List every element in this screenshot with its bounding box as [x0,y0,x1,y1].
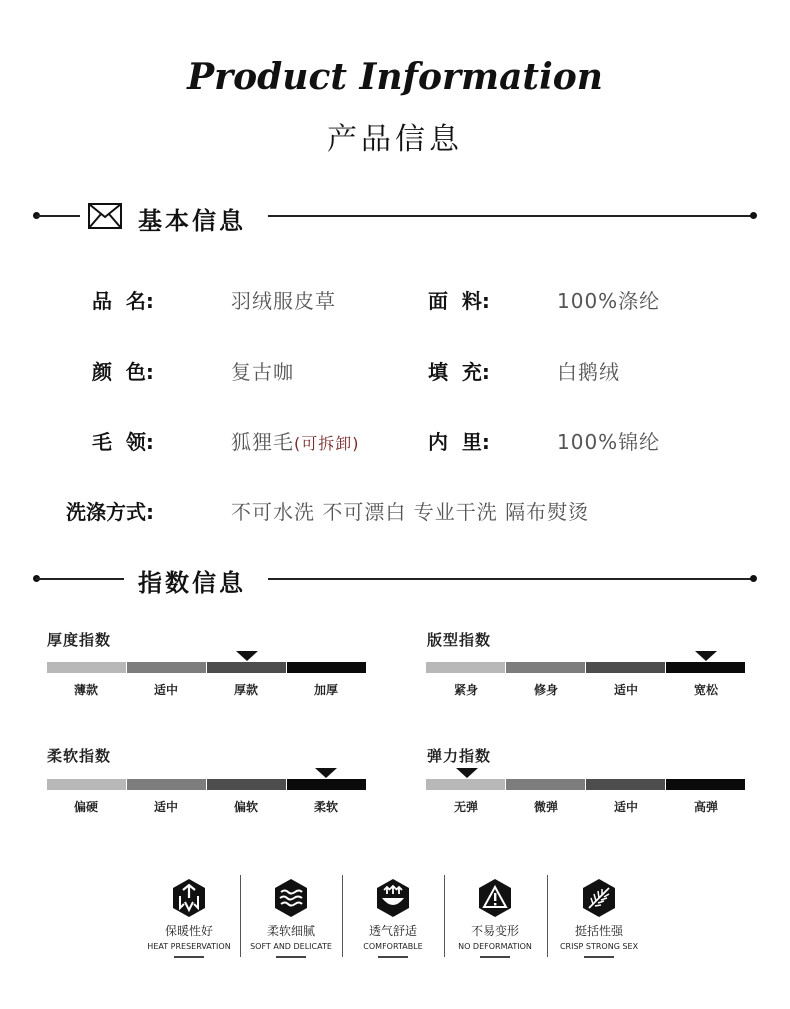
index-label: 适中 [153,683,178,697]
index-label: 偏软 [233,800,258,814]
value-collar-text: 狐狸毛 [231,430,294,454]
index-bar-segment [127,779,206,790]
feature-label-cn: 不易变形 [470,924,519,938]
value-name: 羽绒服皮草 [231,289,336,313]
value-fabric: 100%涤纶 [557,289,661,313]
index-bar-segment [586,662,665,673]
index-label: 微弹 [533,800,558,814]
index-label: 紧身 [453,683,478,697]
feature-label-en: NO DEFORMATION [458,942,532,951]
section-title-index: 指数信息 [138,569,246,597]
value-washing: 不可水洗 不可漂白 专业干洗 隔布熨烫 [231,500,590,524]
feature-underline [480,956,510,958]
index-line-left [36,578,124,580]
index-bar-segment [426,779,505,790]
wave-icon [273,878,309,918]
label-collar: 毛 领: [92,430,154,454]
index-title-fit: 版型指数 [427,631,492,649]
index-dot-right [750,575,757,582]
index-marker [695,651,717,661]
label-washing: 洗涤方式: [66,500,154,524]
feature-label-en: SOFT AND DELICATE [250,942,332,951]
index-label: 偏硬 [73,800,98,814]
index-label: 柔软 [313,800,338,814]
index-label: 适中 [613,800,638,814]
index-marker [456,768,478,778]
index-title-thickness: 厚度指数 [47,631,112,649]
envelope-icon [88,203,122,229]
label-lining: 内 里: [428,430,490,454]
index-label: 宽松 [693,683,718,697]
index-bar-segment [426,662,505,673]
index-bar-segment [207,779,286,790]
feature-underline [584,956,614,958]
leaf-icon [581,878,617,918]
index-bar-segment [207,662,286,673]
feature-label-en: CRISP STRONG SEX [559,942,639,951]
index-bar-segment [287,662,366,673]
index-label: 修身 [533,683,558,697]
index-label: 无弹 [453,800,478,814]
index-label: 适中 [613,683,638,697]
feature-underline [276,956,306,958]
value-color: 复古咖 [231,360,294,384]
feature-divider [547,875,548,957]
index-bar-segment [666,779,745,790]
index-label: 适中 [153,800,178,814]
warning-icon [477,878,513,918]
index-bar-segment [127,662,206,673]
index-title-elasticity: 弹力指数 [427,747,492,765]
page-title-cn: 产品信息 [327,122,463,157]
label-name: 品 名: [92,289,154,313]
section-dot-right [750,212,757,219]
value-filling: 白鹅绒 [557,360,620,384]
index-line-right [268,578,754,580]
feature-label-cn: 柔软细腻 [266,924,315,938]
feature-label-en: COMFORTABLE [363,942,423,951]
section-title-basic: 基本信息 [138,207,246,235]
feature-label-cn: 保暖性好 [164,924,213,938]
index-marker [236,651,258,661]
index-bar-segment [47,662,126,673]
index-bar-segment [586,779,665,790]
index-bar-segment [47,779,126,790]
index-label: 薄款 [73,683,98,697]
index-title-softness: 柔软指数 [47,747,112,765]
index-bar-segment [666,662,745,673]
feature-label-cn: 挺括性强 [574,924,623,938]
index-bar-segment [506,779,585,790]
value-collar-note: (可拆卸) [294,434,360,453]
page-title-en: Product Information [187,56,603,98]
index-label: 高弹 [693,800,718,814]
index-bar-segment [506,662,585,673]
index-bar-segment [287,779,366,790]
section-line-right [268,215,754,217]
index-label: 加厚 [313,683,338,697]
warmth-icon [171,878,207,918]
feature-underline [378,956,408,958]
feature-underline [174,956,204,958]
value-lining: 100%锦纶 [557,430,661,454]
section-line-left [36,215,80,217]
label-color: 颜 色: [92,360,154,384]
value-collar [231,426,360,455]
index-marker [315,768,337,778]
feature-label-cn: 透气舒适 [368,924,417,938]
label-fabric: 面 料: [428,289,490,313]
label-filling: 填 充: [428,360,490,384]
feature-label-en: HEAT PRESERVATION [147,942,231,951]
breathable-icon [375,878,411,918]
index-label: 厚款 [233,683,258,697]
